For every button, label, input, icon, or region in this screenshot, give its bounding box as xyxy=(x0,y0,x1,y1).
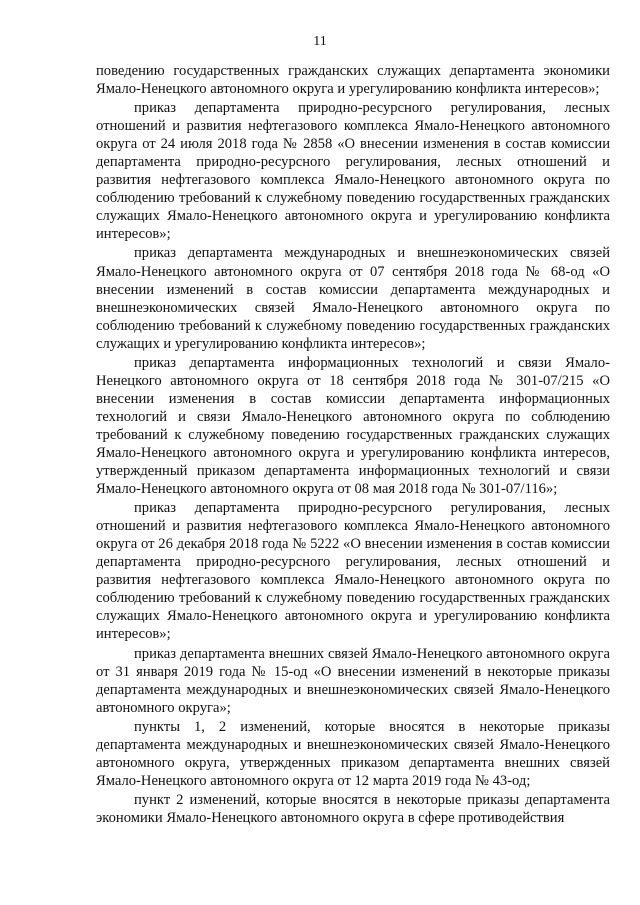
paragraph-order-nature-2858: приказ департамента природно-ресурсного регулирования, лесных отношений и развития нефтегазового комплекса Ямало-Ненецкого автономного округа от 24 июля 2018 года № 2858 «О внесении изменения в состав комиссии департамента природно-ресурсного регулирования, лесных отношений и развития нефтегазового комплекса Ямало-Ненецкого автономного округа по соблюдению требований к служебному поведению государственных гражданских служащих Ямало-Ненецкого автономного округа и урегулированию конфликта интересов»; xyxy=(96,100,610,243)
paragraph-continuation: поведению государственных гражданских служащих департамента экономики Ямало-Ненецкого автономного округа и урегулированию конфликта интересов»; xyxy=(96,63,610,98)
paragraph-order-international-68: приказ департамента международных и внешнеэкономических связей Ямало-Ненецкого автономного округа от 07 сентября 2018 года № 68-од «О внесении изменений в состав комиссии департамента международных и внешнеэкономических связей Ямало-Ненецкого автономного округа по соблюдению требований к служебному поведению государственных гражданских служащих и урегулированию конфликта интересов»; xyxy=(96,245,610,352)
paragraph-order-external-15: приказ департамента внешних связей Ямало-Ненецкого автономного округа от 31 января 2019 года № 15-од «О внесении изменений в некоторые приказы департамента международных и внешнеэкономических связей Ямало-Ненецкого автономного округа»; xyxy=(96,645,610,716)
paragraph-order-nature-5222: приказ департамента природно-ресурсного регулирования, лесных отношений и развития нефтегазового комплекса Ямало-Ненецкого автономного округа от 26 декабря 2018 года № 5222 «О внесении изменения в состав комиссии департамента природно-ресурсного регулирования, лесных отношений и развития нефтегазового комплекса Ямало-Ненецкого автономного округа по соблюдению требований к служебному поведению государственных гражданских служащих Ямало-Ненецкого автономного округа и урегулированию конфликта интересов»; xyxy=(96,500,610,643)
paragraph-items-1-2: пункты 1, 2 изменений, которые вносятся в некоторые приказы департамента международных и внешнеэкономических связей Ямало-Ненецкого автономного округа, утвержденных приказом департамента внешних связей Ямало-Ненецкого автономного округа от 12 марта 2019 года № 43-од; xyxy=(96,718,610,789)
paragraph-order-it-301: приказ департамента информационных технологий и связи Ямало-Ненецкого автономного округа от 18 сентября 2018 года № 301-07/215 «О внесении изменения в состав комиссии департамента информационных технологий и связи Ямало-Ненецкого автономного округа по соблюдению требований к служебному поведению государственных гражданских служащих Ямало-Ненецкого автономного округа и урегулированию конфликта интересов, утвержденный приказом департамента информационных технологий и связи Ямало-Ненецкого автономного округа от 08 мая 2018 года № 301-07/116»; xyxy=(96,354,610,498)
paragraph-item-2-economy: пункт 2 изменений, которые вносятся в некоторые приказы департамента экономики Ямало-Ненецкого автономного округа в сфере противодействия xyxy=(96,791,610,826)
document-body xyxy=(96,62,610,828)
page-number: 11 xyxy=(313,34,327,49)
